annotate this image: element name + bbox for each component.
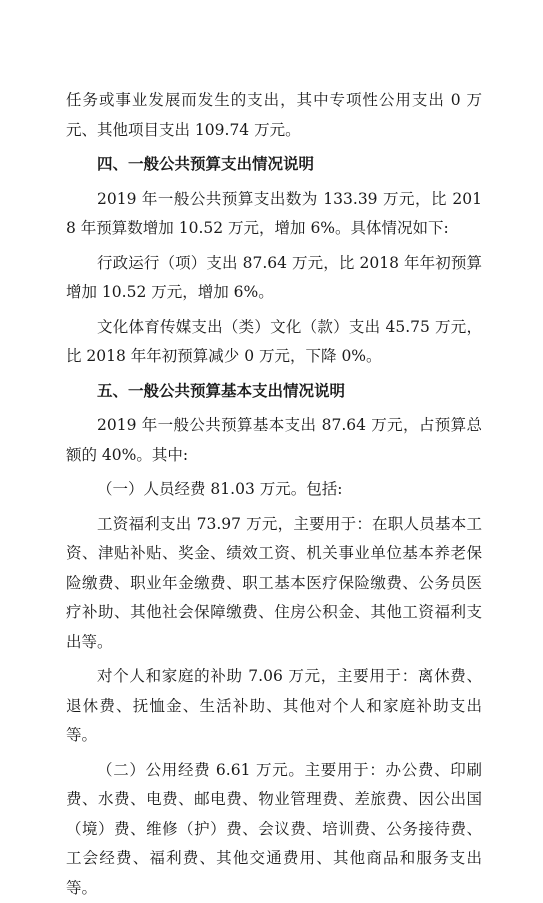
- paragraph-basic-expenditure-total: 2019 年一般公共预算基本支出 87.64 万元，占预算总额的 40%。其中:: [66, 411, 482, 470]
- section-heading-basic-expenditure: 五、一般公共预算基本支出情况说明: [66, 377, 482, 407]
- paragraph-project-expenditure: 任务或事业发展而发生的支出，其中专项性公用支出 0 万元、其他项目支出 109.74 万元。: [66, 86, 482, 145]
- paragraph-culture-sports-media: 文化体育传媒支出（类）文化（款）支出 45.75 万元，比 2018 年年初预算减少 0 万元，下降 0%。: [66, 313, 482, 372]
- paragraph-total-expenditure: 2019 年一般公共预算支出数为 133.39 万元，比 2018 年预算数增加 10.52 万元，增加 6%。具体情况如下:: [66, 185, 482, 244]
- document-body: [66, 86, 482, 903]
- paragraph-public-funds: （二）公用经费 6.61 万元。主要用于：办公费、印刷费、水费、电费、邮电费、物业管理费、差旅费、因公出国（境）费、维修（护）费、会议费、培训费、公务接待费、工会经费、福利费、其他交通费用、其他商品和服务支出等。: [66, 756, 482, 903]
- paragraph-personnel-funds: （一）人员经费 81.03 万元。包括:: [66, 475, 482, 505]
- paragraph-individual-family-subsidy: 对个人和家庭的补助 7.06 万元，主要用于：离休费、退休费、抚恤金、生活补助、其他对个人和家庭补助支出等。: [66, 662, 482, 751]
- paragraph-wages-welfare: 工资福利支出 73.97 万元，主要用于：在职人员基本工资、津贴补贴、奖金、绩效工资、机关事业单位基本养老保险缴费、职业年金缴费、职工基本医疗保险缴费、公务员医疗补助、其他社会保障缴费、住房公积金、其他工资福利支出等。: [66, 510, 482, 658]
- section-heading-general-budget-expenditure: 四、一般公共预算支出情况说明: [66, 150, 482, 180]
- paragraph-administrative-operation: 行政运行（项）支出 87.64 万元，比 2018 年年初预算增加 10.52 万元，增加 6%。: [66, 249, 482, 308]
